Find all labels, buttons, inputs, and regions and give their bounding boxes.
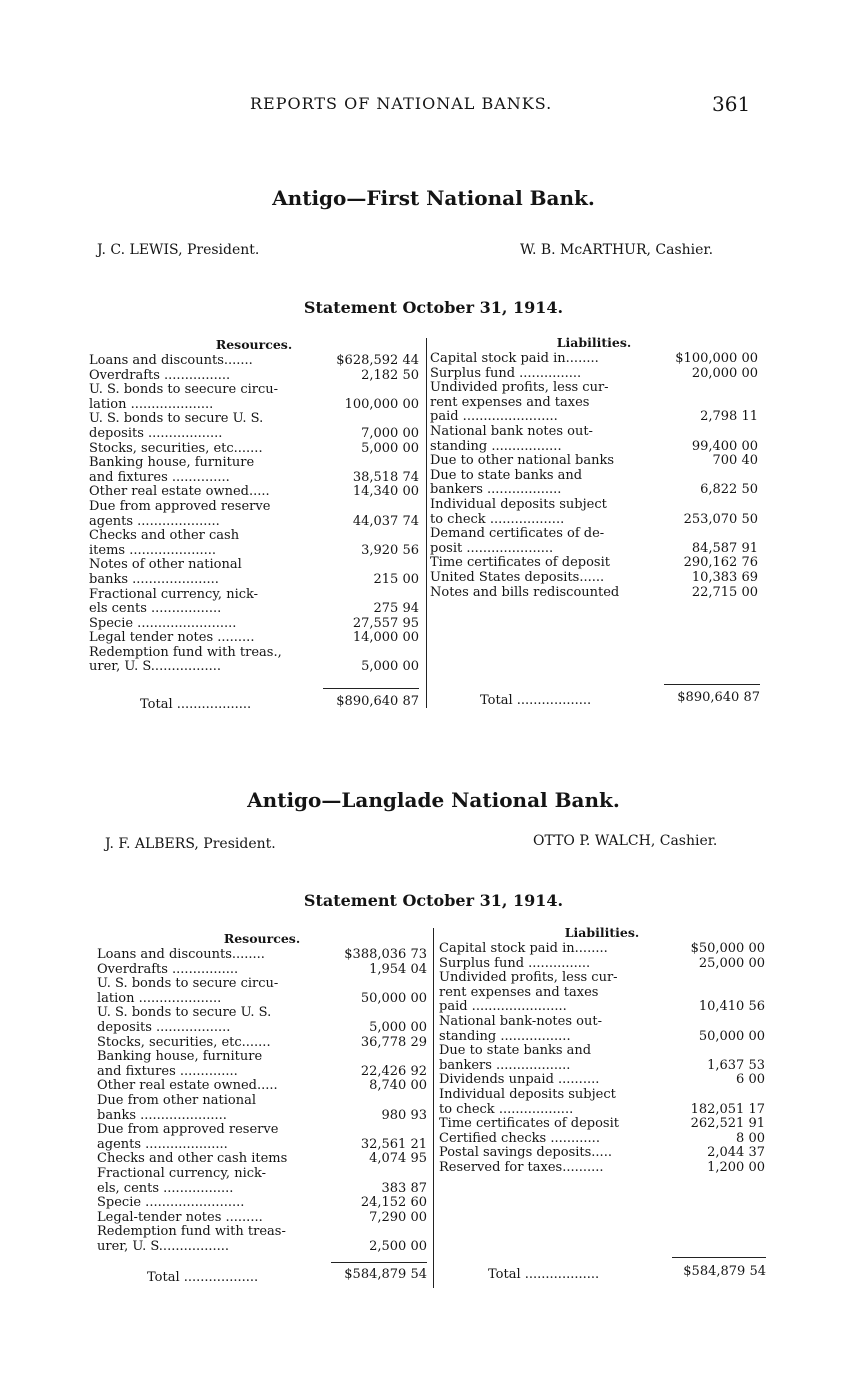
cashier-name: W. B. McARTHUR, Cashier. <box>520 242 714 258</box>
item-label: Notes and bills rediscounted <box>430 585 620 600</box>
item-label: Individual deposits subject to check .................. <box>430 497 607 527</box>
statement-row <box>439 1146 765 1161</box>
item-label: U. S. bonds to secure U. S. deposits .................. <box>89 412 264 441</box>
item-label: Loans and discounts....... <box>89 354 253 368</box>
item-amount: 2,182 50 <box>361 367 419 383</box>
item-amount: 5,000 00 <box>361 659 419 675</box>
item-amount: 2,798 11 <box>700 409 758 425</box>
bank-title: Antigo—First National Bank. <box>272 186 595 210</box>
item-label: Capital stock paid in........ <box>430 352 599 366</box>
statement-row <box>439 1073 765 1088</box>
item-amount: 100,000 00 <box>344 396 419 412</box>
item-label: Legal-tender notes ......... <box>97 1210 263 1225</box>
statement-row <box>89 485 419 500</box>
item-label: Individual deposits subject to check .................. <box>439 1087 616 1117</box>
statement-row <box>430 571 758 586</box>
item-amount: 99,400 00 <box>691 438 758 454</box>
item-amount: 38,518 74 <box>352 469 419 485</box>
item-amount: 700 40 <box>712 453 758 469</box>
item-label: Legal tender notes ......... <box>89 631 255 646</box>
item-amount: 36,778 29 <box>360 1034 427 1050</box>
item-amount: 14,000 00 <box>352 630 419 646</box>
item-amount: 50,000 00 <box>360 990 427 1006</box>
item-label: Banking house, furniture and fixtures .............. <box>97 1050 263 1079</box>
item-amount: 20,000 00 <box>691 365 758 381</box>
statement-date: Statement October 31, 1914. <box>303 891 564 910</box>
bank-section-first-national <box>0 180 867 720</box>
item-label: Overdrafts ................ <box>89 368 231 383</box>
item-amount: 275 94 <box>373 601 419 617</box>
statement-row <box>430 469 758 498</box>
statement-row <box>89 617 419 632</box>
item-amount: 1,200 00 <box>707 1159 765 1175</box>
item-amount: 22,715 00 <box>691 584 758 600</box>
item-amount: 7,000 00 <box>361 425 419 441</box>
statement-row <box>97 1211 427 1226</box>
item-amount: 44,037 74 <box>352 513 419 529</box>
item-label: National bank notes out- standing ................. <box>430 424 593 454</box>
item-amount: 27,557 95 <box>352 615 419 631</box>
statement-row <box>89 631 419 646</box>
column-divider <box>433 928 434 1288</box>
resources-total-label: Total .................. <box>147 1270 259 1285</box>
liabilities-total: $890,640 87 <box>677 690 760 705</box>
resources-heading: Resources. <box>223 931 301 946</box>
statement-row <box>439 942 765 957</box>
item-amount: 84,587 91 <box>691 540 758 556</box>
cashier-name: OTTO P. WALCH, Cashier. <box>533 833 718 849</box>
statement-row <box>430 556 758 571</box>
liabilities-list <box>439 942 765 1176</box>
resources-heading: Resources. <box>215 337 293 352</box>
statement-row <box>430 352 758 367</box>
statement-row <box>97 1036 427 1051</box>
item-amount: 5,000 00 <box>361 440 419 456</box>
statement-row <box>89 369 419 384</box>
statement-row <box>97 1123 427 1152</box>
resources-column <box>97 932 427 1254</box>
item-amount: 215 00 <box>373 571 419 587</box>
item-amount: 22,426 92 <box>360 1063 427 1079</box>
item-label: U. S. bonds to seecure circu- lation .................... <box>89 383 279 412</box>
statement-row <box>430 454 758 469</box>
item-amount: 6,822 50 <box>700 482 758 498</box>
item-amount: 2,500 00 <box>369 1238 427 1254</box>
item-amount: 14,340 00 <box>352 484 419 500</box>
item-amount: 32,561 21 <box>360 1136 427 1152</box>
statement-row <box>89 558 419 587</box>
item-amount: 8,740 00 <box>369 1078 427 1094</box>
statement-row <box>430 498 758 527</box>
statement-row <box>89 456 419 485</box>
statement-row <box>430 527 758 556</box>
item-label: Loans and discounts........ <box>97 948 265 962</box>
statement-row <box>430 425 758 454</box>
item-label: Stocks, securities, etc....... <box>97 1035 271 1050</box>
resources-total: $584,879 54 <box>344 1267 427 1282</box>
item-label: Undivided profits, less cur- rent expenses and taxes paid ....................... <box>439 971 618 1015</box>
item-label: Surplus fund ............... <box>439 956 591 971</box>
liabilities-column <box>439 926 765 1176</box>
item-amount: 24,152 60 <box>360 1195 427 1211</box>
page-header <box>0 92 867 122</box>
resources-total: $890,640 87 <box>336 694 419 709</box>
statement-row <box>439 1117 765 1132</box>
statement-row <box>439 1132 765 1147</box>
item-amount: 290,162 76 <box>683 555 758 571</box>
statement-row <box>97 1006 427 1035</box>
statement-row <box>97 963 427 978</box>
item-label: Redemption fund with treas- urer, U. S................. <box>97 1225 286 1254</box>
item-label: Time certificates of deposit <box>430 556 610 571</box>
statement-row <box>97 1050 427 1079</box>
item-label: Due to state banks and bankers .................. <box>430 468 583 498</box>
statement-row <box>89 412 419 441</box>
item-amount: 1,637 53 <box>707 1057 765 1073</box>
statement-row <box>89 646 419 675</box>
liabilities-column <box>430 336 758 600</box>
statement-row <box>439 957 765 972</box>
item-label: Overdrafts ................ <box>97 962 239 977</box>
item-amount: 2,044 37 <box>707 1145 765 1161</box>
item-amount: 253,070 50 <box>683 511 758 527</box>
column-divider <box>426 338 427 708</box>
statement-row <box>89 529 419 558</box>
item-amount: 10,383 69 <box>691 569 758 585</box>
item-label: U. S. bonds to secure circu- lation .................... <box>97 977 279 1006</box>
item-label: Certified checks ............ <box>439 1131 600 1146</box>
statement-row <box>439 1161 765 1176</box>
item-label: Checks and other cash items ..................... <box>89 529 240 558</box>
statement-row <box>89 588 419 617</box>
resources-total-label: Total .................. <box>140 697 252 712</box>
item-amount: 6 00 <box>736 1072 765 1088</box>
item-label: Demand certificates of de- posit ..................... <box>430 527 605 556</box>
resources-column <box>89 338 419 675</box>
item-amount: 4,074 95 <box>369 1151 427 1167</box>
resources-list <box>97 948 427 1254</box>
bank-title: Antigo—Langlade National Bank. <box>247 788 620 812</box>
item-amount: 262,521 91 <box>690 1116 765 1132</box>
statement-row <box>430 381 758 425</box>
president-name: J. C. LEWIS, President. <box>97 242 260 258</box>
item-amount: 3,920 56 <box>361 542 419 558</box>
item-amount: $388,036 73 <box>344 947 427 962</box>
item-amount: 5,000 00 <box>369 1019 427 1035</box>
statement-row <box>89 354 419 369</box>
statement-row <box>97 1196 427 1211</box>
item-label: Time certificates of deposit <box>439 1117 619 1132</box>
item-label: Fractional currency, nick- els cents ................. <box>89 587 259 617</box>
item-label: United States deposits...... <box>430 570 605 585</box>
item-label: Redemption fund with treas., urer, U. S................. <box>89 645 282 675</box>
item-label: National bank-notes out- standing ................. <box>439 1014 602 1044</box>
item-label: Dividends unpaid .......... <box>439 1073 600 1088</box>
running-head: REPORTS OF NATIONAL BANKS. <box>250 94 553 113</box>
statement-row <box>97 1094 427 1123</box>
item-label: Specie ........................ <box>97 1196 245 1211</box>
item-label: Due from approved reserve agents .................... <box>89 499 271 529</box>
page-number: 361 <box>712 92 751 116</box>
item-amount: 50,000 00 <box>698 1028 765 1044</box>
item-amount: 383 87 <box>381 1180 427 1196</box>
item-amount: 8 00 <box>736 1130 765 1146</box>
item-amount: $50,000 00 <box>690 941 765 956</box>
total-rule <box>323 688 419 689</box>
item-amount: 25,000 00 <box>698 955 765 971</box>
item-label: Reserved for taxes.......... <box>439 1160 604 1175</box>
statement-date: Statement October 31, 1914. <box>303 298 564 317</box>
bank-section-langlade-national <box>0 780 867 1300</box>
liabilities-heading: Liabilities. <box>564 925 640 940</box>
president-name: J. F. ALBERS, President. <box>105 836 276 852</box>
statement-row <box>97 1079 427 1094</box>
item-amount: $628,592 44 <box>336 353 419 368</box>
item-label: Specie ........................ <box>89 616 237 631</box>
item-amount: $100,000 00 <box>675 351 758 366</box>
item-label: Checks and other cash items <box>97 1152 288 1167</box>
liabilities-list <box>430 352 758 600</box>
item-label: Capital stock paid in........ <box>439 942 608 956</box>
item-label: Other real estate owned..... <box>89 485 270 500</box>
statement-row <box>430 367 758 382</box>
total-rule <box>664 684 760 685</box>
item-label: Due from other national banks ..................... <box>97 1093 257 1123</box>
statement-row <box>97 948 427 963</box>
item-amount: 1,954 04 <box>369 961 427 977</box>
liabilities-heading: Liabilities. <box>556 335 632 350</box>
total-rule <box>672 1257 766 1258</box>
resources-list <box>89 354 419 675</box>
item-amount: 10,410 56 <box>698 999 765 1015</box>
liabilities-total: $584,879 54 <box>683 1264 766 1279</box>
statement-row <box>89 500 419 529</box>
statement-row <box>97 1167 427 1196</box>
statement-row <box>430 586 758 601</box>
item-amount: 980 93 <box>381 1107 427 1123</box>
liabilities-total-label: Total .................. <box>480 693 592 708</box>
total-rule <box>331 1262 427 1263</box>
statement-row <box>97 977 427 1006</box>
statement-row <box>439 971 765 1015</box>
item-label: Surplus fund ............... <box>430 366 582 381</box>
statement-row <box>97 1225 427 1254</box>
liabilities-total-label: Total .................. <box>488 1267 600 1282</box>
item-amount: 7,290 00 <box>369 1209 427 1225</box>
item-label: Due to state banks and bankers .................. <box>439 1044 592 1073</box>
statement-row <box>97 1152 427 1167</box>
item-amount: 182,051 17 <box>690 1101 765 1117</box>
item-label: Due to other national banks <box>430 454 615 469</box>
statement-row <box>439 1088 765 1117</box>
item-label: Due from approved reserve agents .................... <box>97 1123 279 1152</box>
item-label: Postal savings deposits..... <box>439 1146 612 1161</box>
item-label: U. S. bonds to secure U. S. deposits .................. <box>97 1006 272 1035</box>
statement-row <box>89 442 419 457</box>
item-label: Other real estate owned..... <box>97 1079 278 1094</box>
item-label: Banking house, furniture and fixtures .............. <box>89 456 255 485</box>
item-label: Stocks, securities, etc....... <box>89 441 263 456</box>
item-label: Fractional currency, nick- els, cents ................. <box>97 1166 267 1196</box>
statement-row <box>89 383 419 412</box>
statement-row <box>439 1015 765 1044</box>
item-label: Undivided profits, less cur- rent expenses and taxes paid ....................... <box>430 381 609 425</box>
item-label: Notes of other national banks ..................... <box>89 558 242 587</box>
statement-row <box>439 1044 765 1073</box>
